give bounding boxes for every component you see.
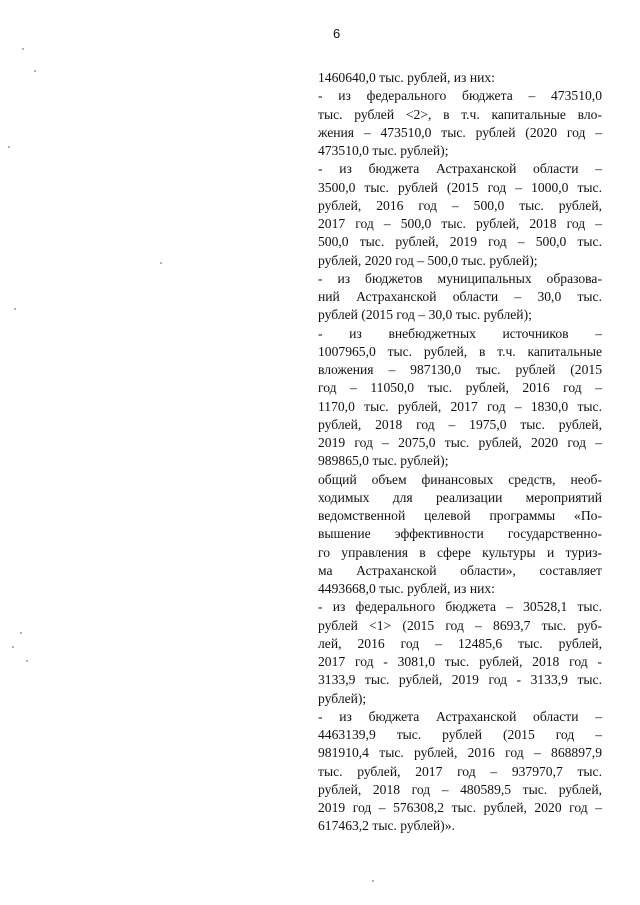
scan-speck: [372, 880, 374, 882]
document-line: 4493668,0 тыс. рублей, из них:: [318, 581, 495, 596]
document-line: 1170,0 тыс. рублей, 2017 год – 1830,0 тыс.: [318, 398, 602, 414]
document-line: 500,0 тыс. рублей, 2019 год – 500,0 тыс.: [318, 234, 602, 250]
document-line: - из бюджетов муниципальных образова-: [318, 270, 602, 286]
document-line: 617463,2 тыс. рублей)».: [318, 818, 455, 834]
document-line: общий объем финансовых средств, необ-: [318, 471, 602, 487]
document-line: - из внебюджетных источников –: [318, 325, 602, 341]
scan-speck: [14, 308, 16, 310]
document-line: 4463139,9 тыс. рублей (2015 год –: [318, 727, 602, 742]
document-line: 3133,9 тыс. рублей, 2019 год - 3133,9 тыс.: [318, 672, 602, 688]
document-line: рублей <1> (2015 год – 8693,7 тыс. руб-: [318, 617, 602, 633]
scan-speck: [20, 632, 22, 634]
scan-speck: [160, 262, 162, 264]
document-line: вложения – 987130,0 тыс. рублей (2015: [318, 362, 602, 377]
scan-speck: [26, 660, 28, 662]
document-body-column: [318, 69, 602, 836]
document-line: тыс. рублей, 2017 год – 937970,7 тыс.: [318, 763, 602, 779]
document-line: го управления в сфере культуры и туриз-: [318, 544, 602, 560]
scan-speck: [34, 70, 36, 72]
scan-speck: [22, 48, 24, 50]
document-line: 1460640,0 тыс. рублей, из них:: [318, 70, 495, 85]
document-line: рублей, 2018 год – 1975,0 тыс. рублей,: [318, 416, 602, 432]
document-line: 2019 год – 576308,2 тыс. рублей, 2020 год –: [318, 800, 602, 815]
document-line: тыс. рублей <2>, в т.ч. капитальные вло-: [318, 106, 602, 122]
scan-speck: [8, 146, 10, 148]
document-line: 2017 год - 3081,0 тыс. рублей, 2018 год -: [318, 654, 602, 669]
document-line: 2017 год – 500,0 тыс. рублей, 2018 год –: [318, 216, 602, 231]
document-line: ний Астраханской области – 30,0 тыс.: [318, 289, 602, 304]
document-line: рублей, 2018 год – 480589,5 тыс. рублей,: [318, 781, 602, 797]
document-line: ма Астраханской области», составляет: [318, 562, 602, 578]
document-line: - из федерального бюджета – 473510,0: [318, 88, 602, 104]
document-line: 1007965,0 тыс. рублей, в т.ч. капитальные: [318, 343, 602, 359]
document-line: лей, 2016 год – 12485,6 тыс. рублей,: [318, 635, 602, 651]
document-line: рублей, 2016 год – 500,0 тыс. рублей,: [318, 197, 602, 213]
scan-speck: [12, 646, 14, 648]
document-line: 3500,0 тыс. рублей (2015 год – 1000,0 тыс.: [318, 179, 602, 195]
document-line: год – 11050,0 тыс. рублей, 2016 год –: [318, 380, 602, 396]
page-number: 6: [333, 26, 341, 41]
document-line: рублей, 2020 год – 500,0 тыс. рублей);: [318, 252, 538, 268]
document-line: 981910,4 тыс. рублей, 2016 год – 868897,9: [318, 745, 602, 761]
document-line: вышение эффективности государственно-: [318, 526, 602, 542]
document-line: рублей (2015 год – 30,0 тыс. рублей);: [318, 307, 532, 323]
document-line: 989865,0 тыс. рублей);: [318, 453, 449, 469]
document-line: ходимых для реализации мероприятий: [318, 489, 602, 505]
document-line: рублей);: [318, 690, 367, 706]
document-line: жения – 473510,0 тыс. рублей (2020 год –: [318, 124, 602, 140]
document-line: 473510,0 тыс. рублей);: [318, 143, 449, 158]
document-line: 2019 год – 2075,0 тыс. рублей, 2020 год –: [318, 435, 602, 450]
document-line: ведомственной целевой программы «По-: [318, 508, 602, 523]
document-line: - из бюджета Астраханской области –: [318, 161, 602, 177]
document-line: - из федерального бюджета – 30528,1 тыс.: [318, 599, 602, 615]
document-line: - из бюджета Астраханской области –: [318, 708, 602, 724]
